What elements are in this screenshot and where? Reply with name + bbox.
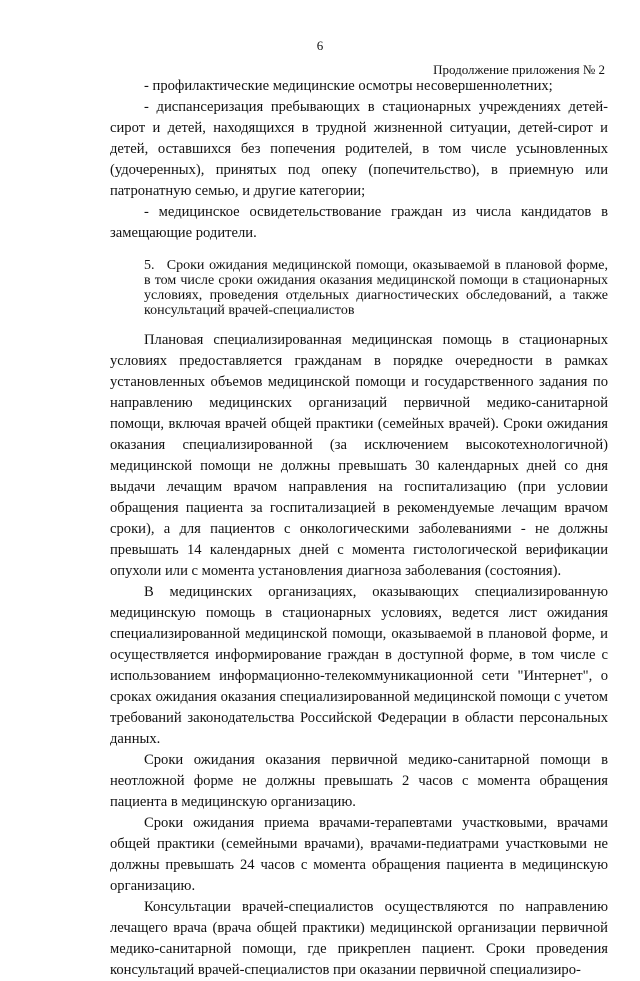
paragraph: Консультации врачей-специалистов осуществляются по направлению лечащего врача (врача общей практики) медицинской организации первичной медико-санитарной помощи, где прикреплен пациент. Сроки проведения консультаций врачей-специалистов при оказании первичной специализиро- [110,899,608,978]
paragraph: Сроки ожидания приема врачами-терапевтами участковыми, врачами общей практики (семейными врачами), врачами-педиатрами участковыми не должны превышать 24 часов с момента обращения пациента в медицинскую организацию. [110,815,608,894]
document-body [110,76,608,981]
section-heading [110,258,608,318]
paragraph: В медицинских организациях, оказывающих специализированную медицинскую помощь в стационарных условиях, ведется лист ожидания специализированной медицинской помощи, оказываемой в плановой форме, и осуществляется информирование граждан в доступной форме, в том числе с использованием информационно-телекоммуникационной сети "Интернет", о сроках ожидания оказания специализированной медицинской помощи с учетом требований законодательства Российской Федерации в области персональных данных. [110,584,608,747]
paragraph: Плановая специализированная медицинская помощь в стационарных условиях предоставляется гражданам в порядке очередности в рамках установленных объемов медицинской помощи и государственного задания по направлению медицинских организаций первичной медико-санитарной помощи, включая врачей общей практики (семейных врачей). Сроки ожидания оказания специализированной (за исключением высокотехнологичной) медицинской помощи не должны превышать 30 календарных дней со дня выдачи лечащим врачом направления на госпитализацию (при условии обращения пациента за госпитализацией в рекомендуемые лечащим врачом сроки), а для пациентов с онкологическими заболеваниями - не должны превышать 14 календарных дней с момента гистологической верификации опухоли или с момента установления диагноза заболевания (состояния). [110,332,608,579]
list-item: - медицинское освидетельствование граждан из числа кандидатов в замещающие родители. [110,204,608,241]
paragraph: Сроки ожидания оказания первичной медико-санитарной помощи в неотложной форме не должны превышать 2 часов с момента обращения пациента в медицинскую организацию. [110,752,608,810]
page-number: 6 [316,38,324,53]
list-item: - профилактические медицинские осмотры несовершеннолетних; [144,78,553,94]
appendix-note: Продолжение приложения № 2 [433,62,605,77]
section-title: Сроки ожидания медицинской помощи, оказываемой в плановой форме, в том числе сроки ожидания оказания медицинской помощи в стационарных условиях, проведения отдельных диагностических обследований, а также консультаций врачей-специалистов [144,258,608,318]
list-item: - диспансеризация пребывающих в стационарных учреждениях детей-сирот и детей, находящихся в трудной жизненной ситуации, детей-сирот и детей, оставшихся без попечения родителей, в том числе усыновленных (удочеренных), принятых под опеку (попечительство), в приемную или патронатную семью, и другие категории; [110,99,608,199]
section-number: 5. [144,258,155,273]
